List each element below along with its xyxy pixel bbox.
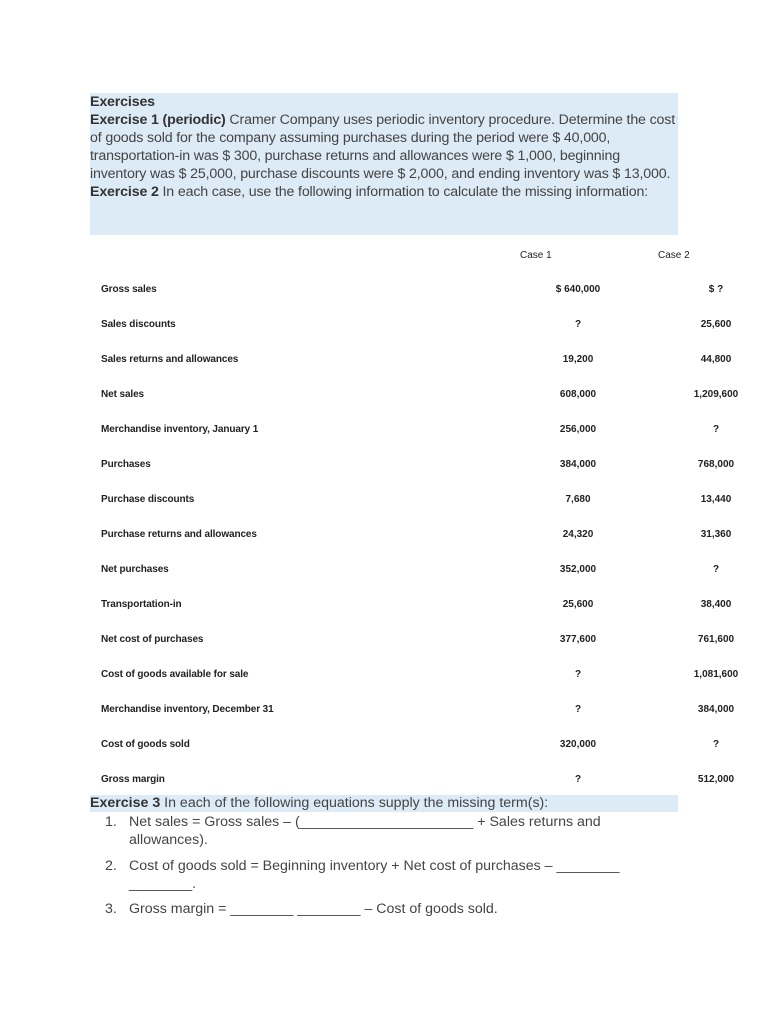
row-label: Merchandise inventory, December 31 bbox=[101, 704, 274, 715]
exercise-3-block bbox=[90, 795, 678, 812]
table-row bbox=[0, 424, 768, 440]
case-1-value: 256,000 bbox=[559, 424, 597, 435]
table-row bbox=[0, 354, 768, 370]
equation-text: Net sales = Gross sales – (______________________ + Sales returns and allowances). bbox=[129, 814, 601, 848]
exercise-2-paragraph bbox=[90, 183, 678, 201]
table-row bbox=[0, 459, 768, 475]
table-row bbox=[0, 634, 768, 650]
case-1-value: 25,600 bbox=[562, 599, 594, 610]
case-2-value: 13,440 bbox=[700, 494, 732, 505]
case-1-value: ? bbox=[574, 774, 582, 785]
case-1-value: 19,200 bbox=[562, 354, 594, 365]
table-row bbox=[0, 669, 768, 685]
case-1-value: $ 640,000 bbox=[555, 284, 601, 295]
exercise-2-title: Exercise 2 bbox=[90, 184, 159, 200]
equation-number: 3. bbox=[105, 901, 117, 917]
row-label: Net sales bbox=[101, 389, 145, 400]
case-2-value: $ ? bbox=[708, 284, 724, 295]
case-2-header: Case 2 bbox=[658, 250, 690, 261]
equation-text: Gross margin = ________ ________ – Cost of goods sold. bbox=[129, 901, 498, 917]
table-row bbox=[0, 739, 768, 755]
case-1-value: ? bbox=[574, 669, 582, 680]
case-1-value: 608,000 bbox=[559, 389, 597, 400]
case-2-value: 384,000 bbox=[697, 704, 735, 715]
exercise-3-paragraph bbox=[90, 795, 678, 812]
case-2-value: ? bbox=[712, 564, 720, 575]
case-2-value: ? bbox=[712, 424, 720, 435]
case-2-value: 25,600 bbox=[700, 319, 732, 330]
case-2-value: 1,081,600 bbox=[693, 669, 739, 680]
exercises-heading: Exercises bbox=[90, 94, 155, 110]
case-1-value: ? bbox=[574, 319, 582, 330]
row-label: Gross margin bbox=[101, 774, 165, 785]
row-label: Cost of goods available for sale bbox=[101, 669, 249, 680]
case-2-value: 44,800 bbox=[700, 354, 732, 365]
case-2-value: ? bbox=[712, 739, 720, 750]
equation-number: 1. bbox=[105, 814, 117, 830]
row-label: Transportation-in bbox=[101, 599, 182, 610]
case-1-value: 7,680 bbox=[565, 494, 591, 505]
equation-number: 2. bbox=[105, 858, 117, 874]
case-1-header: Case 1 bbox=[520, 250, 552, 261]
case-2-value: 31,360 bbox=[700, 529, 732, 540]
exercise-3-text: In each of the following equations supply the missing term(s): bbox=[160, 795, 549, 811]
row-label: Net cost of purchases bbox=[101, 634, 204, 645]
exercise-3-title: Exercise 3 bbox=[90, 795, 161, 811]
case-2-value: 512,000 bbox=[697, 774, 735, 785]
table-row bbox=[0, 529, 768, 545]
exercise-1-text: Cramer Company uses periodic inventory procedure. Determine the cost of goods sold for the company assuming purchases during the period were $ 40,000, transportation-in was $ 300, purchase returns and allowances were $ 1,000, beginning inventory was $ 25,000, purchase discounts were $ 2,000, and ending inventory was $ 13,000. bbox=[90, 112, 676, 182]
row-label: Sales discounts bbox=[101, 319, 176, 330]
row-label: Purchase discounts bbox=[101, 494, 195, 505]
exercise-1-title: Exercise 1 (periodic) bbox=[90, 112, 226, 128]
equation-text: Cost of goods sold = Beginning inventory + Net cost of purchases – ________ ________. bbox=[129, 858, 620, 892]
row-label: Net purchases bbox=[101, 564, 169, 575]
exercise-1-paragraph bbox=[90, 111, 678, 183]
table-row bbox=[0, 389, 768, 405]
row-label: Purchases bbox=[101, 459, 151, 470]
row-label: Purchase returns and allowances bbox=[101, 529, 257, 540]
row-label: Sales returns and allowances bbox=[101, 354, 239, 365]
table-row bbox=[0, 564, 768, 580]
case-1-value: 377,600 bbox=[559, 634, 597, 645]
case-1-value: 352,000 bbox=[559, 564, 597, 575]
case-2-value: 1,209,600 bbox=[693, 389, 739, 400]
exercises-intro-block bbox=[90, 93, 678, 235]
row-label: Gross sales bbox=[101, 284, 157, 295]
case-1-value: 384,000 bbox=[559, 459, 597, 470]
case-1-value: 24,320 bbox=[562, 529, 594, 540]
table-row bbox=[0, 494, 768, 510]
table-row bbox=[0, 704, 768, 720]
table-row bbox=[0, 284, 768, 300]
case-1-value: 320,000 bbox=[559, 739, 597, 750]
case-2-value: 768,000 bbox=[697, 459, 735, 470]
case-2-value: 38,400 bbox=[700, 599, 732, 610]
table-row bbox=[0, 319, 768, 335]
case-2-value: 761,600 bbox=[697, 634, 735, 645]
exercise-2-text: In each case, use the following information to calculate the missing information: bbox=[158, 184, 648, 200]
row-label: Merchandise inventory, January 1 bbox=[101, 424, 259, 435]
table-row bbox=[0, 599, 768, 615]
case-1-value: ? bbox=[574, 704, 582, 715]
table-row bbox=[0, 774, 768, 790]
row-label: Cost of goods sold bbox=[101, 739, 190, 750]
